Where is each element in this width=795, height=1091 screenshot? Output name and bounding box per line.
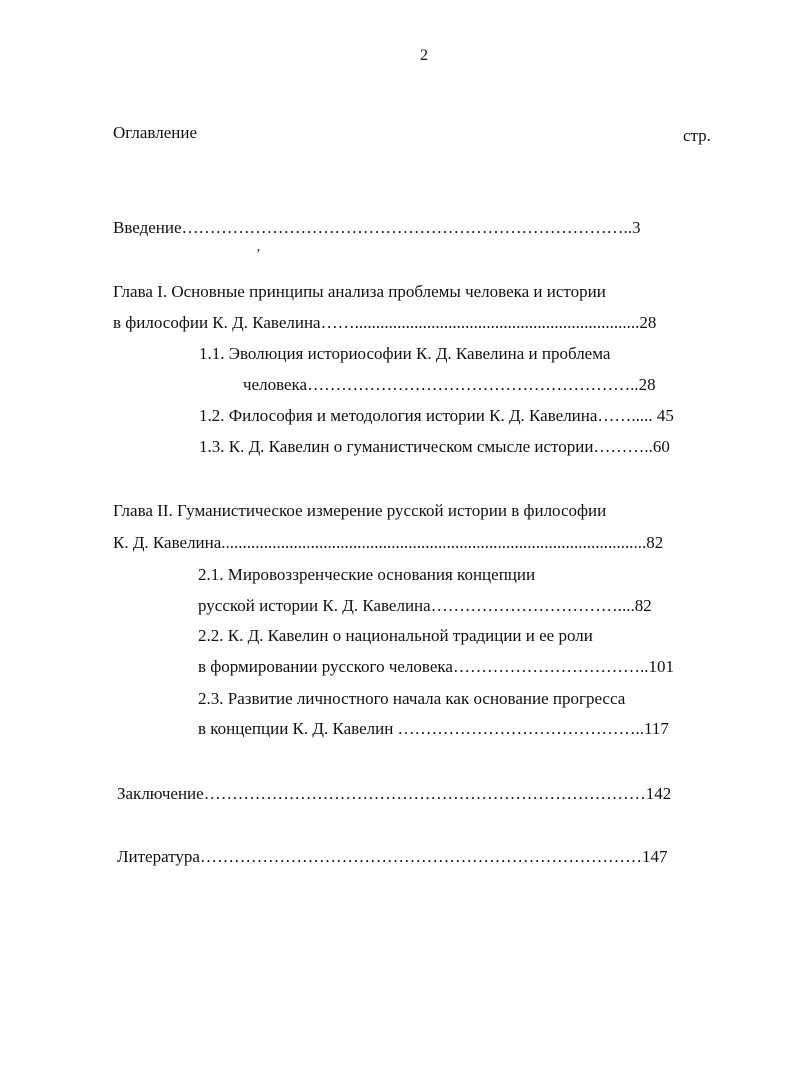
stray-mark: ’: [256, 247, 261, 262]
toc-section-2-1-line2: русской истории К. Д. Кавелина……………………………....82: [198, 596, 652, 615]
toc-chapter2-line2: К. Д. Кавелина....................................................................................................82: [113, 533, 664, 552]
toc-chapter2-line1: Глава II. Гуманистическое измерение русской истории в философии: [113, 501, 607, 520]
toc-section-2-3-line1: 2.3. Развитие личностного начала как основание прогресса: [198, 689, 626, 708]
toc-section-1-3: 1.3. К. Д. Кавелин о гуманистическом смысле истории………..60: [199, 437, 670, 456]
toc-conclusion: Заключение……………………………………………………………………142: [117, 784, 672, 803]
page-column-label: стр.: [683, 126, 711, 145]
toc-section-2-2-line2: в формировании русского человека……………………………..101: [198, 657, 674, 676]
toc-literature: Литература……………………………………………………………………147: [117, 847, 668, 866]
toc-chapter1-line1: Глава I. Основные принципы анализа проблемы человека и истории: [113, 282, 606, 301]
toc-chapter1-line2: в философии К. Д. Кавелина……...................................................................28: [113, 313, 657, 332]
toc-section-1-2: 1.2. Философия и методология истории К. Д. Кавелина……..... 45: [199, 406, 674, 425]
toc-title: Оглавление: [113, 123, 197, 142]
toc-section-2-1-line1: 2.1. Мировоззренческие основания концепции: [198, 565, 536, 584]
toc-section-2-3-line2: в концепции К. Д. Кавелин ……………………………………..117: [198, 719, 669, 738]
page-number: 2: [420, 47, 428, 64]
toc-section-2-2-line1: 2.2. К. Д. Кавелин о национальной традиции и ее роли: [198, 626, 593, 645]
toc-section-1-1-line2: человека…………………………………………………..28: [243, 375, 656, 394]
toc-introduction: Введение……………………………………………………………………..3: [113, 218, 641, 237]
toc-section-1-1-line1: 1.1. Эволюция историософии К. Д. Кавелина и проблема: [199, 344, 611, 363]
